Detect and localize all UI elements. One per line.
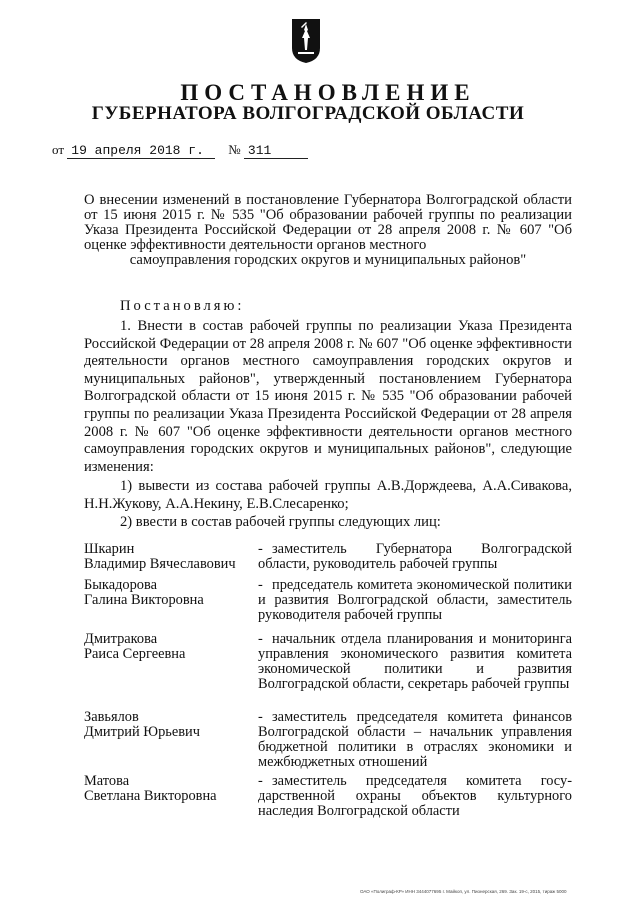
member-name: Быкадорова Галина Викторовна [84,577,204,608]
member-role: начальник отдела планирования и мониторинга управления экономического развития комитета экономической политики и развития Волгоградской области, секретарь рабочей группы [258,631,572,692]
subject-text-end: самоуправления городских округов и муниципальных районов" [129,252,527,268]
member-name: Шкарин Владимир Вячеславович [84,541,236,572]
member-name: Завьялов Дмитрий Юрьевич [84,709,200,740]
document-subtitle: ГУБЕРНАТОРА ВОЛГОГРАДСКОЙ ОБЛАСТИ [91,103,525,124]
coat-of-arms-icon [291,18,321,64]
sub-item-2-text: 2) ввести в состав рабочей группы следующих лиц: [120,514,441,530]
date-line [52,142,308,159]
document-subject [84,193,572,268]
sub-item-1-text: 1) вывести из состава рабочей группы А.В.Дорждеева, А.А.Сивакова, Н.Н.Жукову, А.А.Некину, Е.В.Слесаренко; [84,478,572,512]
date-prefix: от [52,142,65,157]
member-dash: - [258,577,263,593]
postanovlyayu-heading: Постановляю: [120,298,245,314]
member-role: заместитель Губернатора Волгоградской области, руководитель рабочей группы [258,541,572,572]
member-role: заместитель председателя комитета финансов Волгоградской области – начальник управления бюджетной политики в отраслях экономики и межбюджетных отношений [258,709,572,770]
member-role: заместитель председателя комитета госу-дарственной охраны объектов культурного наследия Волгоградской области [258,773,572,819]
member-name: Дмитракова Раиса Сергеевна [84,631,186,662]
document-title: ПОСТАНОВЛЕНИЕ [180,80,476,105]
member-dash: - [258,631,263,647]
document-number: 311 [244,143,308,159]
member-dash: - [258,541,263,557]
subject-text: О внесении изменений в постановление Губернатора Волгоградской области от 15 июня 2015 г. № 535 "Об образовании рабочей группы по реализации Указа Президента Российской Федерации от 28 апреля 2008 г. № 607 "Об оценке эффективности деятельности органов местного [84,192,572,253]
printer-imprint: ОАО «Полиграф-КР» ИНН 3444077695 г. Майкоп, ул. Пионерская, 269. Зак. 19-с, 2015, тираж 5000 [360,889,567,894]
number-prefix: № [228,142,241,157]
item-1-text: 1. Внести в состав рабочей группы по реализации Указа Президента Российской Федерации от 28 апреля 2008 г. № 607 "Об оценке эффективности деятельности органов местного самоуправления городских округов и муниципальных районов", утвержденный постановлением Губернатора Волгоградской области от 15 июня 2015 г. № 535 "Об образовании рабочей группы по реализации Указа Президента Российской Федерации от 28 апреля 2008 г. № 607 "Об оценке эффективности деятельности органов местного самоуправления городских округов и муниципальных районов", следующие изменения: [84,318,572,475]
member-role: председатель комитета экономической политики и развития Волгоградской области, заместитель руководителя рабочей группы [258,577,572,623]
member-name: Матова Светлана Викторовна [84,773,217,804]
document-date: 19 апреля 2018 г. [67,143,215,159]
member-dash: - [258,709,263,725]
member-dash: - [258,773,263,789]
